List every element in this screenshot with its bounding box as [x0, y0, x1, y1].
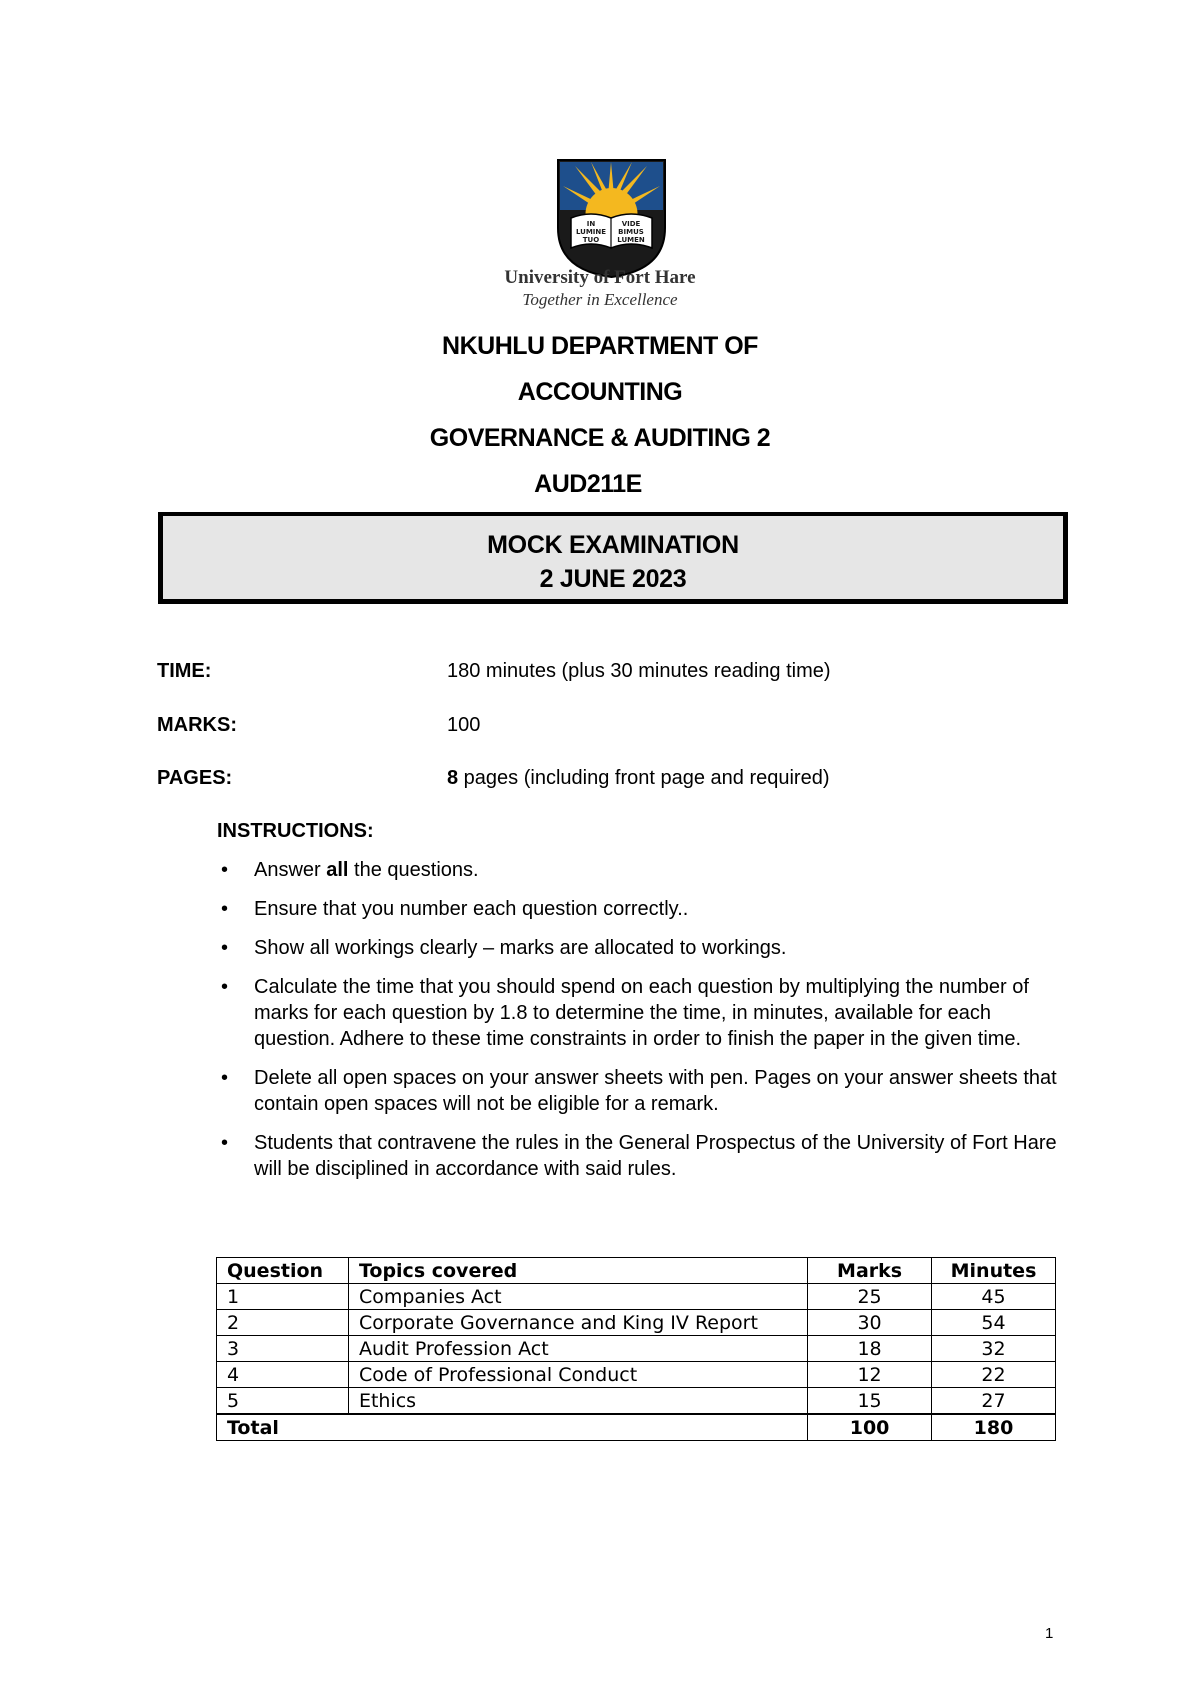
course-code: AUD211E — [534, 470, 642, 498]
crest-word-1: IN — [586, 220, 596, 228]
table-row — [217, 1362, 1056, 1388]
time-value: 180 minutes (plus 30 minutes reading time) — [447, 660, 831, 682]
question-number: 4 — [217, 1362, 349, 1388]
topic: Code of Professional Conduct — [348, 1362, 807, 1388]
department-line-2: ACCOUNTING — [517, 378, 683, 406]
instructions-title: INSTRUCTIONS: — [217, 820, 374, 842]
instruction-item: • Show all workings clearly – marks are allocated to workings. — [217, 935, 1057, 961]
time-label: TIME: — [157, 660, 212, 682]
instruction-item: • Calculate the time that you should spend on each question by multiplying the number of marks for each question by 1.8 to determine the time, in minutes, available for each question. Adhere to these time constraints in order to finish the paper in the given time. — [217, 974, 1057, 1052]
marks-label: MARKS: — [157, 714, 237, 736]
table-row — [217, 1388, 1056, 1415]
instruction-text: the questions. — [348, 859, 479, 881]
question-number: 1 — [217, 1284, 349, 1310]
page-number: 1 — [1045, 1625, 1054, 1642]
marks-value: 100 — [447, 714, 481, 736]
topic: Ethics — [348, 1388, 807, 1415]
marks: 18 — [808, 1336, 932, 1362]
total-label: Total — [217, 1414, 808, 1441]
crest-word-6: LUMEN — [617, 236, 645, 244]
minutes: 45 — [932, 1284, 1056, 1310]
table-row — [217, 1310, 1056, 1336]
pages-value — [447, 767, 829, 790]
department-line-1: NKUHLU DEPARTMENT OF — [442, 332, 758, 360]
instruction-item: • Students that contravene the rules in the General Prospectus of the University of Fort Hare will be disciplined in accordance with said rules. — [217, 1130, 1057, 1182]
minutes: 32 — [932, 1336, 1056, 1362]
crest-word-3: TUO — [582, 236, 600, 244]
university-motto: Together in Excellence — [522, 290, 678, 309]
table-row — [217, 1284, 1056, 1310]
pages-description: pages (including front page and required) — [458, 767, 830, 789]
minutes: 54 — [932, 1310, 1056, 1336]
university-crest-logo — [555, 158, 668, 278]
table-total-row — [217, 1414, 1056, 1441]
instruction-item — [217, 857, 1057, 883]
exam-title: MOCK EXAMINATION — [487, 531, 739, 559]
table-row — [217, 1336, 1056, 1362]
pages-count: 8 — [447, 767, 459, 789]
topic: Audit Profession Act — [348, 1336, 807, 1362]
total-marks: 100 — [808, 1414, 932, 1441]
table-header-row — [217, 1258, 1056, 1284]
exam-title-box — [158, 512, 1068, 604]
question-number: 3 — [217, 1336, 349, 1362]
column-header: Topics covered — [348, 1258, 807, 1284]
pages-label: PAGES: — [157, 767, 233, 789]
crest-word-2: LUMINE — [575, 228, 607, 236]
marks: 25 — [808, 1284, 932, 1310]
topic: Corporate Governance and King IV Report — [348, 1310, 807, 1336]
minutes: 22 — [932, 1362, 1056, 1388]
exam-date: 2 JUNE 2023 — [539, 565, 687, 593]
topic: Companies Act — [348, 1284, 807, 1310]
marks: 30 — [808, 1310, 932, 1336]
instruction-item: • Ensure that you number each question correctly.. — [217, 896, 1057, 922]
course-title: GOVERNANCE & AUDITING 2 — [429, 424, 771, 452]
instructions-list — [217, 857, 1057, 1195]
instruction-text: Answer — [254, 859, 327, 881]
marks: 12 — [808, 1362, 932, 1388]
crest-word-4: VIDE — [621, 220, 641, 228]
total-minutes: 180 — [932, 1414, 1056, 1441]
marks: 15 — [808, 1388, 932, 1415]
column-header: Question — [217, 1258, 349, 1284]
crest-word-5: BIMUS — [618, 228, 644, 236]
column-header: Minutes — [932, 1258, 1056, 1284]
column-header: Marks — [808, 1258, 932, 1284]
university-name: University of Fort Hare — [504, 267, 696, 288]
question-number: 5 — [217, 1388, 349, 1415]
instruction-item: • Delete all open spaces on your answer sheets with pen. Pages on your answer sheets that contain open spaces will not be eligible for a remark. — [217, 1065, 1057, 1117]
instruction-emphasis: all — [326, 859, 349, 881]
marks-allocation-table — [216, 1257, 1056, 1441]
question-number: 2 — [217, 1310, 349, 1336]
minutes: 27 — [932, 1388, 1056, 1415]
